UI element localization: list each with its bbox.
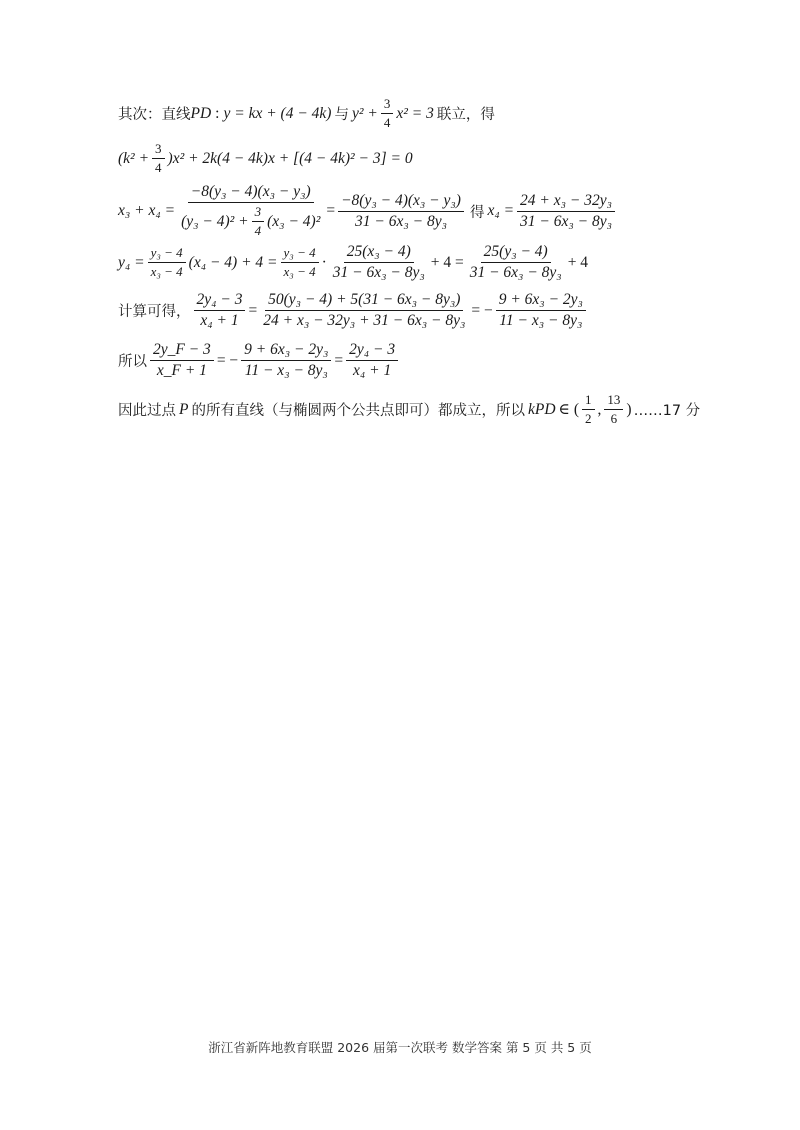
computation-prefix: 计算可得， — [118, 304, 191, 320]
y4-lhs: y₄ = — [118, 253, 145, 271]
solution-line-7: 因此过点 P 的所有直线（与椭圆两个公共点即可）都成立，所以 k PD ∈ ( $\frac{1}{2}$ , $\frac{13}{6}$ ) ……17 分 — [118, 392, 701, 426]
sum-lhs: x₃ + x₄ = — [118, 202, 176, 219]
fraction-denominator: 4 — [155, 160, 162, 175]
equals-negative: = − — [471, 301, 493, 319]
line1-connector: 与 — [334, 107, 349, 123]
fraction-numerator: 2y₄ − 3 — [346, 341, 398, 361]
interval-upper — [604, 392, 623, 427]
fraction-denominator: x₄ + 1 — [200, 312, 239, 329]
fraction-denominator: 2 — [585, 411, 592, 426]
quadratic-prefix: (k² + — [118, 149, 150, 167]
solution-line-2 — [118, 141, 413, 176]
fraction-three-quarters — [152, 141, 165, 176]
fraction-denominator: 31 − 6x₃ − 8y₃ — [520, 212, 613, 230]
sum-fraction-2 — [338, 192, 464, 231]
line-pd-equation: y = kx + (4 − 4k) — [223, 104, 332, 122]
fraction-numerator: 25(x₃ − 4) — [344, 243, 414, 263]
fraction-numerator: 13 — [604, 392, 623, 410]
fraction-three-quarters — [381, 96, 394, 131]
equals-sign: = — [334, 351, 344, 369]
line-pd-label: PD — [190, 104, 212, 122]
y4-middle: (x₄ − 4) + 4 = — [188, 253, 278, 271]
ellipse-equation-right: x² = 3 — [396, 104, 434, 122]
page-footer: 浙江省新阵地教育联盟 2026 届第一次联考 数学答案 第 5 页 共 5 页 — [208, 1040, 592, 1055]
element-of-interval: ∈ ( — [558, 401, 580, 418]
ratio-fraction — [194, 291, 246, 330]
fraction-numerator: −8(y₃ − 4)(x₃ − y₃) — [338, 192, 464, 212]
fraction-denominator: 4 — [383, 115, 391, 130]
plus-four-equals: + 4 = — [430, 253, 464, 271]
equals-negative: = − — [216, 351, 239, 369]
y4-ratio-fraction — [346, 341, 398, 380]
fraction-denominator: x_F + 1 — [156, 362, 207, 379]
fraction-denominator: x₃ − 4 — [283, 264, 316, 279]
simplified-fraction — [241, 341, 331, 380]
fraction-numerator: y₃ − 4 — [148, 245, 186, 263]
solution-line-3 — [118, 183, 618, 239]
fraction-numerator: 2y_F − 3 — [150, 341, 214, 361]
therefore-label: 得 — [469, 204, 485, 221]
solution-line-6 — [118, 341, 401, 380]
fraction-denominator: 31 − 6x₃ − 8y₃ — [469, 264, 562, 281]
slope-fraction — [148, 245, 186, 280]
solution-line-1 — [118, 96, 495, 131]
fraction-numerator: −8(y₃ − 4)(x₃ − y₃) — [188, 183, 314, 203]
point-p: P — [179, 400, 189, 418]
equals-sign: = — [326, 202, 336, 219]
slope-fraction — [281, 245, 319, 280]
slope-k: k — [527, 400, 535, 418]
x4-lhs: x₄ = — [487, 202, 515, 219]
final-prefix: 因此过点 — [118, 403, 176, 419]
fraction-numerator: 3 — [252, 204, 265, 222]
equals-sign: = — [248, 301, 258, 319]
line1-colon: : — [215, 104, 220, 122]
fraction-denominator: 24 + x₃ − 32y₃ + 31 − 6x₃ − 8y₃ — [263, 312, 466, 329]
expanded-fraction — [260, 291, 468, 330]
line1-prefix: 其次：直线 — [118, 107, 191, 123]
yf-fraction — [150, 341, 214, 380]
fraction-denominator: 6 — [610, 411, 618, 426]
fraction-denominator: x₃ − 4 — [150, 264, 183, 279]
fraction-numerator: 2y₄ − 3 — [194, 291, 246, 311]
fraction-denominator — [178, 203, 323, 239]
fraction-numerator: 24 + x₃ − 32y₃ — [517, 192, 615, 212]
final-statement: 的所有直线（与椭圆两个公共点即可）都成立，所以 — [191, 403, 525, 419]
conclusion-prefix: 所以 — [118, 354, 147, 370]
score-marker: ……17 分 — [633, 403, 701, 419]
x4-fraction — [517, 192, 615, 231]
line1-suffix: 联立，得 — [436, 107, 495, 123]
y-diff-fraction — [467, 243, 565, 282]
simplified-fraction — [496, 291, 586, 330]
x-diff-fraction — [330, 243, 428, 282]
denominator-part-2: (x₃ − 4)² — [267, 212, 321, 230]
plus-four: + 4 — [567, 253, 589, 271]
inner-fraction — [252, 204, 265, 239]
fraction-numerator: 3 — [152, 141, 165, 159]
denominator-part-1: (y₃ − 4)² + — [181, 212, 249, 230]
fraction-denominator: 4 — [254, 223, 262, 238]
quadratic-rest: )x² + 2k(4 − 4k)x + [(4 − 4k)² − 3] = 0 — [167, 149, 413, 167]
fraction-numerator: 9 + 6x₃ − 2y₃ — [241, 341, 331, 361]
ellipse-equation-left: y² + — [351, 104, 378, 122]
fraction-numerator: 25(y₃ − 4) — [481, 243, 551, 263]
interval-comma: , — [597, 400, 602, 418]
solution-line-5 — [118, 291, 589, 330]
fraction-denominator: 11 − x₃ − 8y₃ — [244, 362, 328, 379]
fraction-numerator: 1 — [582, 392, 595, 410]
fraction-denominator: 31 − 6x₃ − 8y₃ — [332, 264, 425, 281]
fraction-numerator: 9 + 6x₃ − 2y₃ — [496, 291, 586, 311]
fraction-denominator: 11 − x₃ − 8y₃ — [499, 312, 583, 329]
sum-fraction-1 — [178, 183, 323, 239]
fraction-denominator: x₄ + 1 — [353, 362, 392, 379]
interval-lower — [582, 392, 595, 427]
interval-close: ) — [626, 400, 632, 418]
fraction-numerator: y₃ − 4 — [281, 245, 319, 263]
fraction-numerator: 3 — [381, 96, 394, 114]
fraction-numerator: 50(y₃ − 4) + 5(31 − 6x₃ − 8y₃) — [265, 291, 463, 311]
solution-line-4 — [118, 243, 588, 282]
multiply-dot: · — [321, 253, 327, 271]
fraction-denominator: 31 − 6x₃ − 8y₃ — [355, 212, 447, 230]
